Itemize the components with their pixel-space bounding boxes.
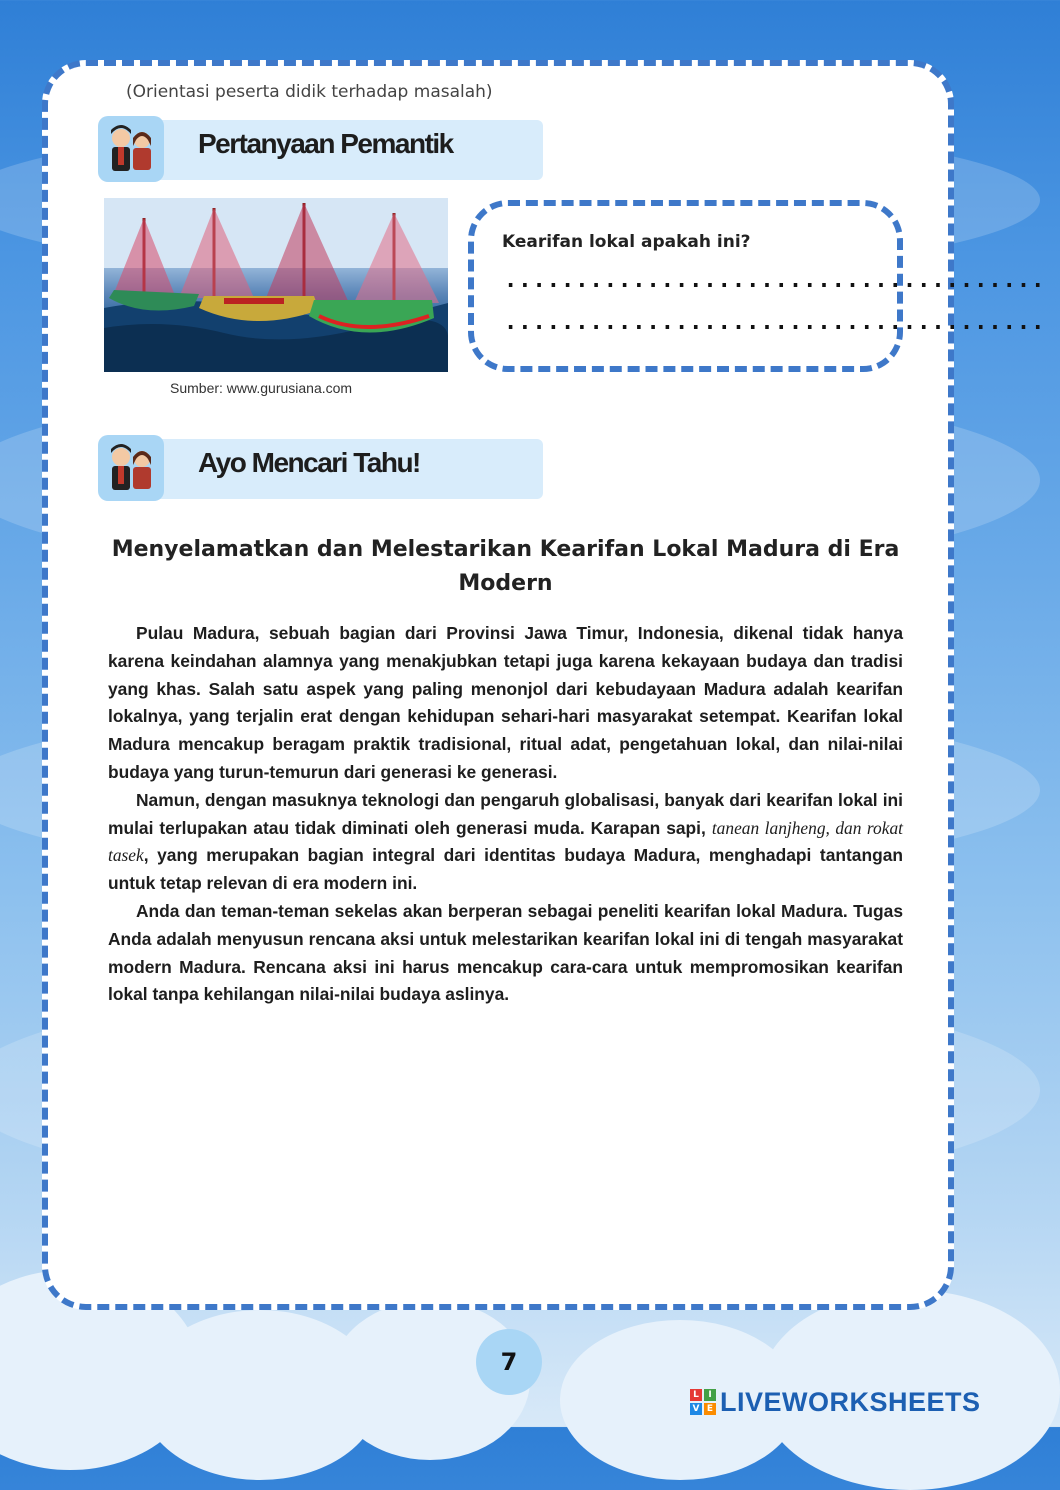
logo-letter: V bbox=[690, 1403, 702, 1415]
liveworksheets-brand[interactable] bbox=[690, 1385, 981, 1419]
question-box bbox=[468, 200, 1046, 372]
orientation-note: (Orientasi peserta didik terhadap masalah) bbox=[126, 82, 493, 102]
page-number: 7 bbox=[476, 1329, 542, 1395]
article-paragraph-3: Anda dan teman-teman sekelas akan berperan sebagai peneliti kearifan lokal Madura. Tugas Anda adalah menyusun rencana aksi untuk melestarikan kearifan lokal ini di tengah masyarakat modern Madura. Rencana aksi ini harus mencakup cara-cara untuk mempromosikan kearifan lokal tanpa kehilangan nilai-nilai budaya aslinya. bbox=[108, 900, 903, 1005]
photo-source: Sumber: www.gurusiana.com bbox=[170, 380, 353, 396]
logo-letter: I bbox=[704, 1389, 716, 1401]
children-icon bbox=[98, 116, 164, 182]
logo-letter: L bbox=[690, 1389, 702, 1401]
article-paragraph-2 bbox=[108, 787, 903, 898]
p2-italic-terms: tanean lanjheng, dan rokat tasek bbox=[108, 817, 903, 866]
answer-line-1[interactable]: ...................................... bbox=[504, 268, 1046, 293]
children-icon bbox=[98, 435, 164, 501]
logo-letter: E bbox=[704, 1403, 716, 1415]
question-text: Kearifan lokal apakah ini? bbox=[502, 232, 751, 252]
section-title: Pertanyaan Pemantik bbox=[198, 128, 453, 159]
brand-name: LIVEWORKSHEETS bbox=[720, 1386, 981, 1417]
boat-festival-photo bbox=[104, 198, 448, 372]
answer-line-2[interactable]: ...................................... bbox=[504, 310, 1046, 335]
article-body bbox=[108, 620, 903, 1009]
article-paragraph-1: Pulau Madura, sebuah bagian dari Provinsi Jawa Timur, Indonesia, dikenal tidak hanya karena keindahan alamnya yang menakjubkan tetapi juga karena kekayaan budaya dan tradisi yang khas. Salah satu aspek yang paling menonjol dari kebudayaan Madura adalah kearifan lokalnya, yang terjalin erat dengan kehidupan sehari-hari masyarakat setempat. Kearifan lokal Madura mencakup beragam praktik tradisional, ritual adat, pengetahuan lokal, dan nilai-nilai budaya yang turun-temurun dari generasi ke generasi. bbox=[108, 623, 903, 782]
p2-text-b: , yang merupakan bagian integral dari identitas budaya Madura, menghadapi tantangan untuk tetap relevan di era modern ini. bbox=[108, 845, 903, 894]
article-title: Menyelamatkan dan Melestarikan Kearifan Lokal Madura di Era Modern bbox=[111, 537, 900, 596]
p2-text-a: Namun, dengan masuknya teknologi dan pengaruh globalisasi, banyak dari kearifan lokal ini mulai terlupakan atau tidak diminati oleh generasi muda. Karapan sapi, bbox=[108, 789, 903, 838]
section-banner-ayo bbox=[98, 435, 543, 499]
section-banner-pertanyaan bbox=[98, 116, 543, 180]
liveworksheets-logo-icon bbox=[690, 1389, 716, 1415]
section-title: Ayo Mencari Tahu! bbox=[198, 447, 420, 478]
